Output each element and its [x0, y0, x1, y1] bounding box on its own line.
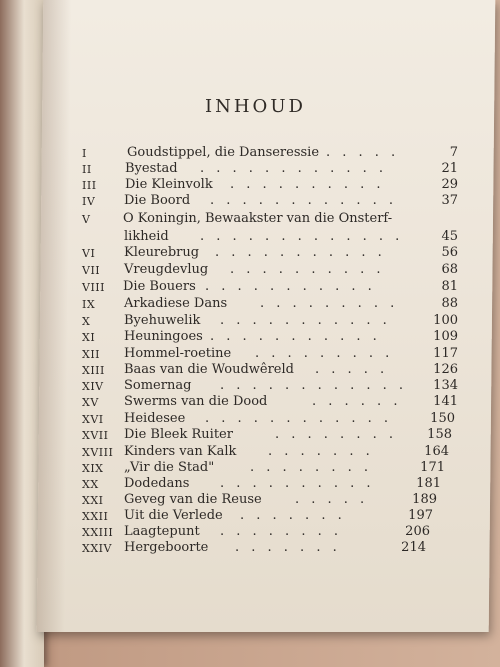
page-number: 150 [430, 411, 455, 426]
chapter-title: Heuningoes [124, 329, 203, 344]
page-number: 45 [441, 229, 458, 244]
page-number: 100 [433, 313, 458, 328]
chapter-title: Die Bleek Ruiter [124, 427, 233, 442]
page-number: 109 [433, 329, 458, 344]
toc-entry [0, 329, 500, 347]
chapter-title: Swerms van die Dood [124, 394, 268, 409]
leader-dots: . . . . . . [312, 394, 402, 409]
page-number: 164 [424, 444, 449, 459]
toc-entry [0, 211, 500, 229]
chapter-title: „Vir die Stad" [124, 460, 215, 475]
chapter-numeral: VIII [82, 281, 105, 294]
toc-entry [0, 262, 500, 280]
leader-dots: . . . . . . . . . . . . [210, 193, 398, 208]
leader-dots: . . . . . . . . . . . . [205, 411, 393, 426]
chapter-title: Die Bouers [123, 279, 196, 294]
chapter-numeral: XIV [82, 380, 104, 393]
chapter-numeral: XVII [82, 429, 109, 442]
toc-entry [0, 540, 500, 558]
page-number: 56 [441, 245, 458, 260]
chapter-numeral: XVIII [82, 446, 114, 459]
chapter-title: Vreugdevlug [124, 262, 209, 277]
chapter-title: Kleurebrug [124, 245, 200, 260]
page-number: 134 [433, 378, 458, 393]
leader-dots: . . . . . [326, 145, 400, 160]
chapter-title: Baas van die Woudwêreld [124, 362, 294, 377]
toc-entry [0, 296, 500, 314]
chapter-title: Goudstippel, die Danseressie [127, 145, 320, 160]
leader-dots: . . . . . . . . [250, 460, 372, 475]
chapter-title: Somernag [124, 378, 192, 393]
leader-dots: . . . . . . . . . . . . [200, 161, 388, 176]
chapter-numeral: XXIII [82, 526, 114, 539]
chapter-numeral: XV [82, 396, 99, 409]
leader-dots: . . . . . . . . [275, 427, 397, 442]
leader-dots: . . . . . . . . . . [230, 177, 385, 192]
page-number: 88 [441, 296, 458, 311]
chapter-title: Die Kleinvolk [125, 177, 213, 192]
chapter-title: Byestad [125, 161, 178, 176]
chapter-numeral: XIII [82, 364, 105, 377]
chapter-title: Uit die Verlede [124, 508, 223, 523]
chapter-numeral: IX [82, 298, 96, 311]
page-number: 37 [441, 193, 458, 208]
chapter-numeral: XII [82, 348, 101, 361]
page-number: 197 [408, 508, 433, 523]
page-number: 117 [433, 346, 458, 361]
leader-dots: . . . . . . . . . [255, 346, 394, 361]
leader-dots: . . . . . . . [235, 540, 341, 555]
page-number: 29 [441, 177, 458, 192]
toc-entry [0, 279, 500, 297]
toc-entry [0, 193, 500, 211]
page-number: 189 [412, 492, 437, 507]
chapter-title: Die Boord [124, 193, 191, 208]
chapter-numeral: VII [82, 264, 101, 277]
chapter-title: Byehuwelik [124, 313, 201, 328]
chapter-title: Laagtepunt [124, 524, 200, 539]
toc-entry [0, 394, 500, 412]
page-number: 68 [441, 262, 458, 277]
leader-dots: . . . . . . . . . . . . [220, 378, 408, 393]
chapter-title: Kinders van Kalk [124, 444, 237, 459]
chapter-numeral: XI [82, 331, 96, 344]
page-number: 181 [416, 476, 441, 491]
toc-entry [0, 427, 500, 445]
page-number: 81 [441, 279, 458, 294]
chapter-numeral: I [82, 147, 87, 160]
page-number: 126 [433, 362, 458, 377]
leader-dots: . . . . . . . . . . . [205, 279, 376, 294]
page-number: 7 [449, 145, 458, 160]
toc-entry [0, 245, 500, 263]
leader-dots: . . . . . . . [240, 508, 346, 523]
page-number: 206 [405, 524, 430, 539]
chapter-title: Arkadiese Dans [124, 296, 228, 311]
chapter-numeral: IV [82, 195, 96, 208]
leader-dots: . . . . . . . . . [260, 296, 399, 311]
page-number: 214 [401, 540, 426, 555]
chapter-numeral: III [82, 179, 97, 192]
leader-dots: . . . . . . . . . . . [220, 313, 391, 328]
chapter-title: Geveg van die Reuse [124, 492, 262, 507]
page-number: 158 [427, 427, 452, 442]
chapter-numeral: V [82, 213, 91, 226]
chapter-title: likheid [124, 229, 169, 244]
page-title: INHOUD [205, 96, 306, 117]
leader-dots: . . . . . [295, 492, 369, 507]
chapter-numeral: XXI [82, 494, 104, 507]
leader-dots: . . . . . . . . . . [220, 476, 375, 491]
chapter-title: Dodedans [124, 476, 190, 491]
chapter-numeral: XXII [82, 510, 109, 523]
leader-dots: . . . . . . . . . . . [215, 245, 386, 260]
chapter-numeral: XIX [82, 462, 104, 475]
chapter-numeral: XX [82, 478, 99, 491]
page-number: 141 [433, 394, 458, 409]
chapter-numeral: II [82, 163, 92, 176]
leader-dots: . . . . . [315, 362, 389, 377]
leader-dots: . . . . . . . [268, 444, 374, 459]
chapter-title: O Koningin, Bewaakster van die Onsterf- [123, 211, 393, 226]
chapter-numeral: XXIV [82, 542, 112, 555]
chapter-numeral: X [82, 315, 91, 328]
leader-dots: . . . . . . . . . . [230, 262, 385, 277]
leader-dots: . . . . . . . . . . . . . [200, 229, 404, 244]
chapter-title: Hommel-roetine [124, 346, 232, 361]
leader-dots: . . . . . . . . . . . [210, 329, 381, 344]
page-number: 21 [441, 161, 458, 176]
leader-dots: . . . . . . . . [220, 524, 342, 539]
chapter-numeral: XVI [82, 413, 104, 426]
chapter-numeral: VI [82, 247, 96, 260]
page-number: 171 [420, 460, 445, 475]
chapter-title: Heidesee [124, 411, 186, 426]
chapter-title: Hergeboorte [124, 540, 209, 555]
